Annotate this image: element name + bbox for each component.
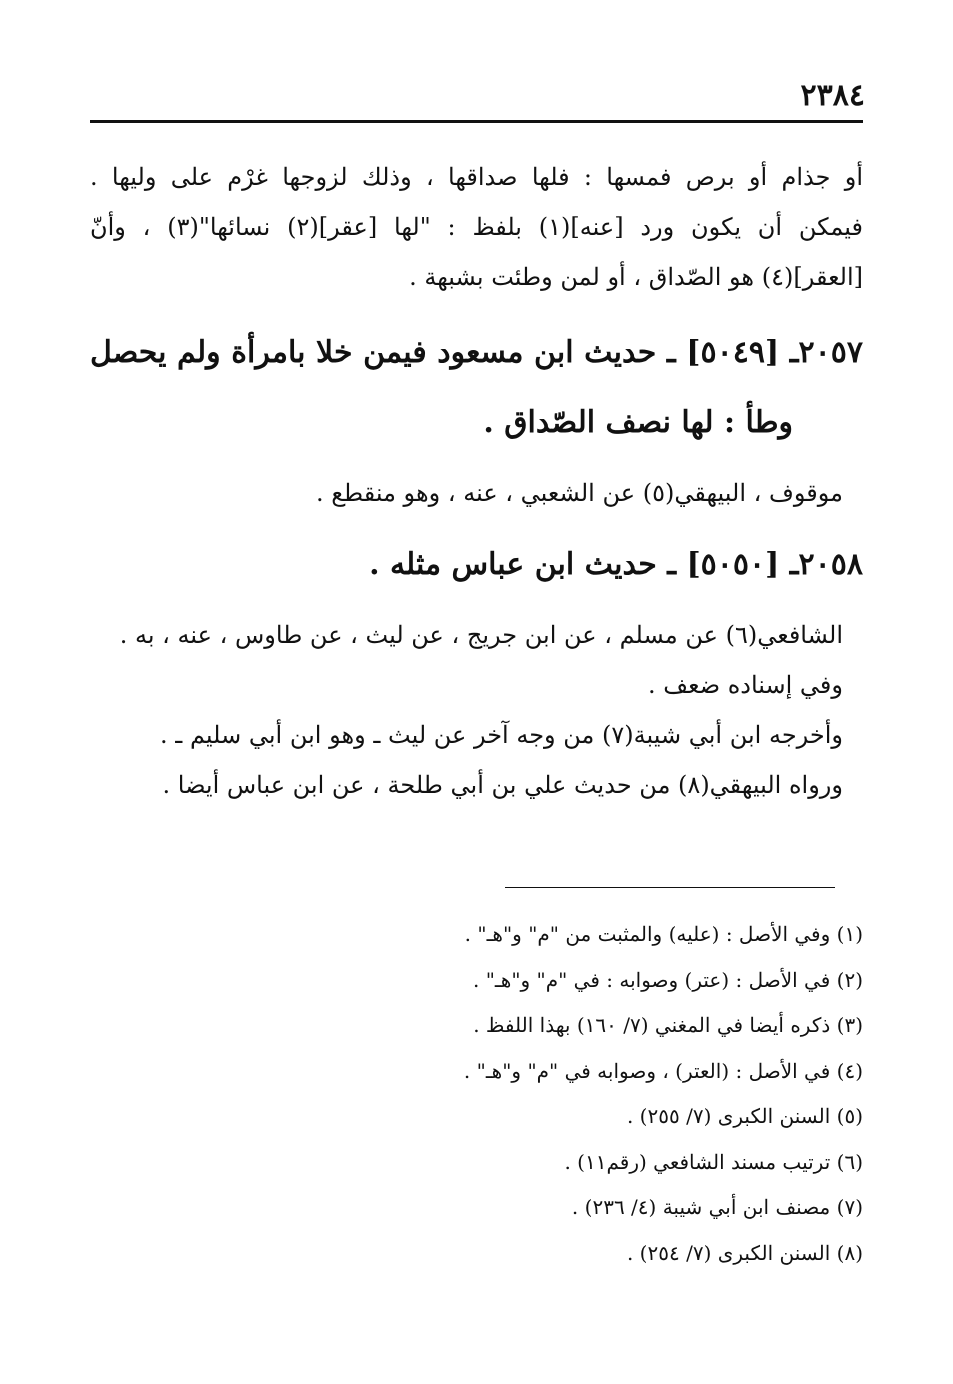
text-line: أو جذام أو برص فمسها : فلها صداقها ، وذلك لزوجها غرْم على وليها . (90, 163, 863, 191)
hadith-title: وطأ : لها نصف الصّداق . (483, 405, 793, 440)
hadith-2057 (90, 318, 863, 458)
footnote: (٢) في الأصل : (عتر) وصوابه : في "م" و"هـ" . (473, 967, 863, 992)
text-line: الشافعي(٦) عن مسلم ، عن ابن جريج ، عن ليث ، عن طاوس ، عنه ، به . (119, 621, 843, 649)
footnote: (٣) ذكره أيضا في المغني (٧/ ١٦٠) بهذا اللفظ . (473, 1013, 863, 1037)
text-line: وفي إسناده ضعف . (648, 671, 843, 699)
footnotes (90, 912, 863, 1276)
page-number: ٢٣٨٤ (800, 78, 865, 113)
hadith-2058 (90, 530, 863, 600)
footnote: (٨) السنن الكبرى (٧/ ٢٥٤) . (626, 1240, 863, 1265)
footnote: (٥) السنن الكبرى (٧/ ٢٥٥) . (626, 1104, 863, 1128)
hadith-title: ٢٠٥٧ـ [٥٠٤٩] ـ حديث ابن مسعود فيمن خلا بامرأة ولم يحصل (90, 335, 863, 370)
hadith-2058-text (90, 610, 863, 810)
text-line: وأخرجه ابن أبي شيبة(٧) من وجه آخر عن ليث ـ وهو ابن أبي سليم ـ . (160, 721, 843, 749)
text-line: ورواه البيهقي(٨) من حديث علي بن أبي طلحة ، عن ابن عباس أيضا . (162, 771, 843, 799)
footnote: (٦) ترتيب مسند الشافعي (رقم١١) . (564, 1149, 863, 1174)
footnote: (٤) في الأصل : (العتر) ، وصوابه في "م" و"هـ" . (463, 1058, 863, 1083)
text-line: فيمكن أن يكون ورد [عنه](١) بلفظ : "لها [عقر](٢) نسائها"(٣) ، وأنّ (90, 213, 863, 241)
footnote: (١) وفي الأصل : (عليه) والمثبت من "م" و"هـ" . (464, 922, 863, 946)
hadith-2057-text (90, 468, 863, 518)
footnote: (٧) مصنف ابن أبي شيبة (٤/ ٢٣٦) . (571, 1195, 863, 1219)
footnote-rule (505, 887, 835, 888)
paragraph-continuation (90, 152, 863, 302)
hadith-title: ٢٠٥٨ـ [٥٠٥٠] ـ حديث ابن عباس مثله . (369, 547, 863, 582)
header-rule (90, 120, 863, 123)
text-line: [العقر](٤) هو الصّداق ، أو لمن وطئت بشبهة . (409, 263, 863, 291)
text-line: موقوف ، البيهقي(٥) عن الشعبي ، عنه ، وهو منقطع . (315, 479, 843, 507)
